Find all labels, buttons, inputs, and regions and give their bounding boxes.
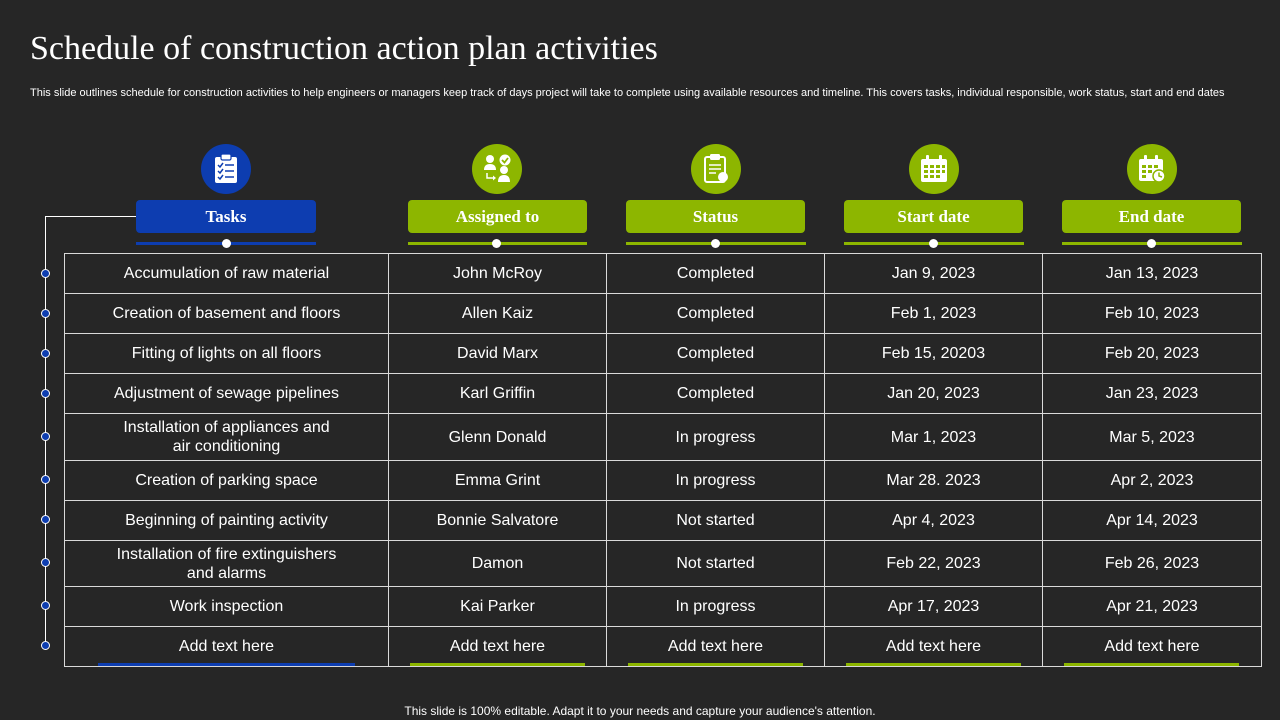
cell-end-date: Jan 23, 2023 bbox=[1043, 374, 1262, 414]
column-header-start-date: Start date bbox=[844, 200, 1023, 233]
cell-status: In progress bbox=[607, 461, 825, 501]
cell-assignee: Glenn Donald bbox=[389, 414, 607, 461]
cell-status: Completed bbox=[607, 334, 825, 374]
column-header-tasks: Tasks bbox=[136, 200, 316, 233]
table-row bbox=[65, 254, 1262, 294]
timeline-dot bbox=[41, 515, 50, 524]
cell-end-date: Feb 26, 2023 bbox=[1043, 541, 1262, 587]
cell-end-date: Add text here bbox=[1043, 627, 1262, 667]
header-dot bbox=[711, 239, 720, 248]
schedule-table bbox=[64, 253, 1262, 667]
timeline-dot bbox=[41, 309, 50, 318]
table-row bbox=[65, 627, 1262, 667]
bottom-accent-line bbox=[98, 663, 355, 666]
cell-start-date: Add text here bbox=[825, 627, 1043, 667]
cell-end-date: Apr 2, 2023 bbox=[1043, 461, 1262, 501]
table-row bbox=[65, 541, 1262, 587]
cell-end-date: Apr 21, 2023 bbox=[1043, 587, 1262, 627]
cell-status: Completed bbox=[607, 254, 825, 294]
cell-end-date: Feb 20, 2023 bbox=[1043, 334, 1262, 374]
cell-task: Creation of basement and floors bbox=[65, 294, 389, 334]
cell-start-date: Jan 20, 2023 bbox=[825, 374, 1043, 414]
timeline-dot bbox=[41, 475, 50, 484]
bottom-accent-line bbox=[1064, 663, 1239, 666]
calendar-clock-icon bbox=[1127, 144, 1177, 194]
cell-start-date: Apr 4, 2023 bbox=[825, 501, 1043, 541]
cell-assignee: David Marx bbox=[389, 334, 607, 374]
cell-assignee: Allen Kaiz bbox=[389, 294, 607, 334]
cell-end-date: Feb 10, 2023 bbox=[1043, 294, 1262, 334]
cell-task: Accumulation of raw material bbox=[65, 254, 389, 294]
cell-task: Fitting of lights on all floors bbox=[65, 334, 389, 374]
cell-task: Creation of parking space bbox=[65, 461, 389, 501]
cell-status: Add text here bbox=[607, 627, 825, 667]
table-row bbox=[65, 374, 1262, 414]
cell-task: Adjustment of sewage pipelines bbox=[65, 374, 389, 414]
cell-task: Beginning of painting activity bbox=[65, 501, 389, 541]
timeline-dot bbox=[41, 389, 50, 398]
cell-status: In progress bbox=[607, 414, 825, 461]
timeline-dot bbox=[41, 432, 50, 441]
header-dot bbox=[222, 239, 231, 248]
cell-end-date: Jan 13, 2023 bbox=[1043, 254, 1262, 294]
cell-assignee: Karl Griffin bbox=[389, 374, 607, 414]
slide-title: Schedule of construction action plan activities bbox=[30, 30, 658, 67]
bottom-accent-line bbox=[846, 663, 1021, 666]
cell-end-date: Mar 5, 2023 bbox=[1043, 414, 1262, 461]
cell-assignee: John McRoy bbox=[389, 254, 607, 294]
cell-start-date: Mar 28. 2023 bbox=[825, 461, 1043, 501]
cell-assignee: Add text here bbox=[389, 627, 607, 667]
cell-status: Not started bbox=[607, 541, 825, 587]
cell-assignee: Emma Grint bbox=[389, 461, 607, 501]
timeline-dot bbox=[41, 349, 50, 358]
table-row bbox=[65, 334, 1262, 374]
cell-assignee: Bonnie Salvatore bbox=[389, 501, 607, 541]
calendar-icon bbox=[909, 144, 959, 194]
bottom-accent-line bbox=[628, 663, 803, 666]
cell-task: Installation of fire extinguishers and alarms bbox=[65, 541, 389, 587]
slide-subtitle: This slide outlines schedule for construction activities to help engineers or managers keep track of days project will take to complete using available resources and timeline. This covers tasks, individual responsible, work status, start and end dates bbox=[30, 87, 1225, 99]
cell-assignee: Kai Parker bbox=[389, 587, 607, 627]
cell-start-date: Mar 1, 2023 bbox=[825, 414, 1043, 461]
cell-start-date: Apr 17, 2023 bbox=[825, 587, 1043, 627]
footer-note: This slide is 100% editable. Adapt it to your needs and capture your audience's attention. bbox=[404, 704, 876, 718]
timeline-dot bbox=[41, 601, 50, 610]
bottom-accent-line bbox=[410, 663, 585, 666]
column-header-assigned-to: Assigned to bbox=[408, 200, 587, 233]
cell-start-date: Feb 22, 2023 bbox=[825, 541, 1043, 587]
cell-status: Completed bbox=[607, 294, 825, 334]
cell-status: Not started bbox=[607, 501, 825, 541]
table-row bbox=[65, 414, 1262, 461]
table-row bbox=[65, 501, 1262, 541]
header-dot bbox=[929, 239, 938, 248]
cell-assignee: Damon bbox=[389, 541, 607, 587]
cell-task: Installation of appliances and air conditioning bbox=[65, 414, 389, 461]
cell-start-date: Feb 15, 20203 bbox=[825, 334, 1043, 374]
cell-status: In progress bbox=[607, 587, 825, 627]
document-status-icon bbox=[691, 144, 741, 194]
cell-start-date: Feb 1, 2023 bbox=[825, 294, 1043, 334]
cell-status: Completed bbox=[607, 374, 825, 414]
header-dot bbox=[1147, 239, 1156, 248]
header-dot bbox=[492, 239, 501, 248]
table-row bbox=[65, 587, 1262, 627]
table-row bbox=[65, 461, 1262, 501]
timeline-dot bbox=[41, 558, 50, 567]
table-row bbox=[65, 294, 1262, 334]
cell-end-date: Apr 14, 2023 bbox=[1043, 501, 1262, 541]
people-check-icon bbox=[472, 144, 522, 194]
column-header-status: Status bbox=[626, 200, 805, 233]
timeline-connector bbox=[45, 216, 136, 217]
clipboard-checklist-icon bbox=[201, 144, 251, 194]
column-header-end-date: End date bbox=[1062, 200, 1241, 233]
cell-task: Add text here bbox=[65, 627, 389, 667]
timeline-dot bbox=[41, 269, 50, 278]
cell-task: Work inspection bbox=[65, 587, 389, 627]
cell-start-date: Jan 9, 2023 bbox=[825, 254, 1043, 294]
timeline-dot bbox=[41, 641, 50, 650]
